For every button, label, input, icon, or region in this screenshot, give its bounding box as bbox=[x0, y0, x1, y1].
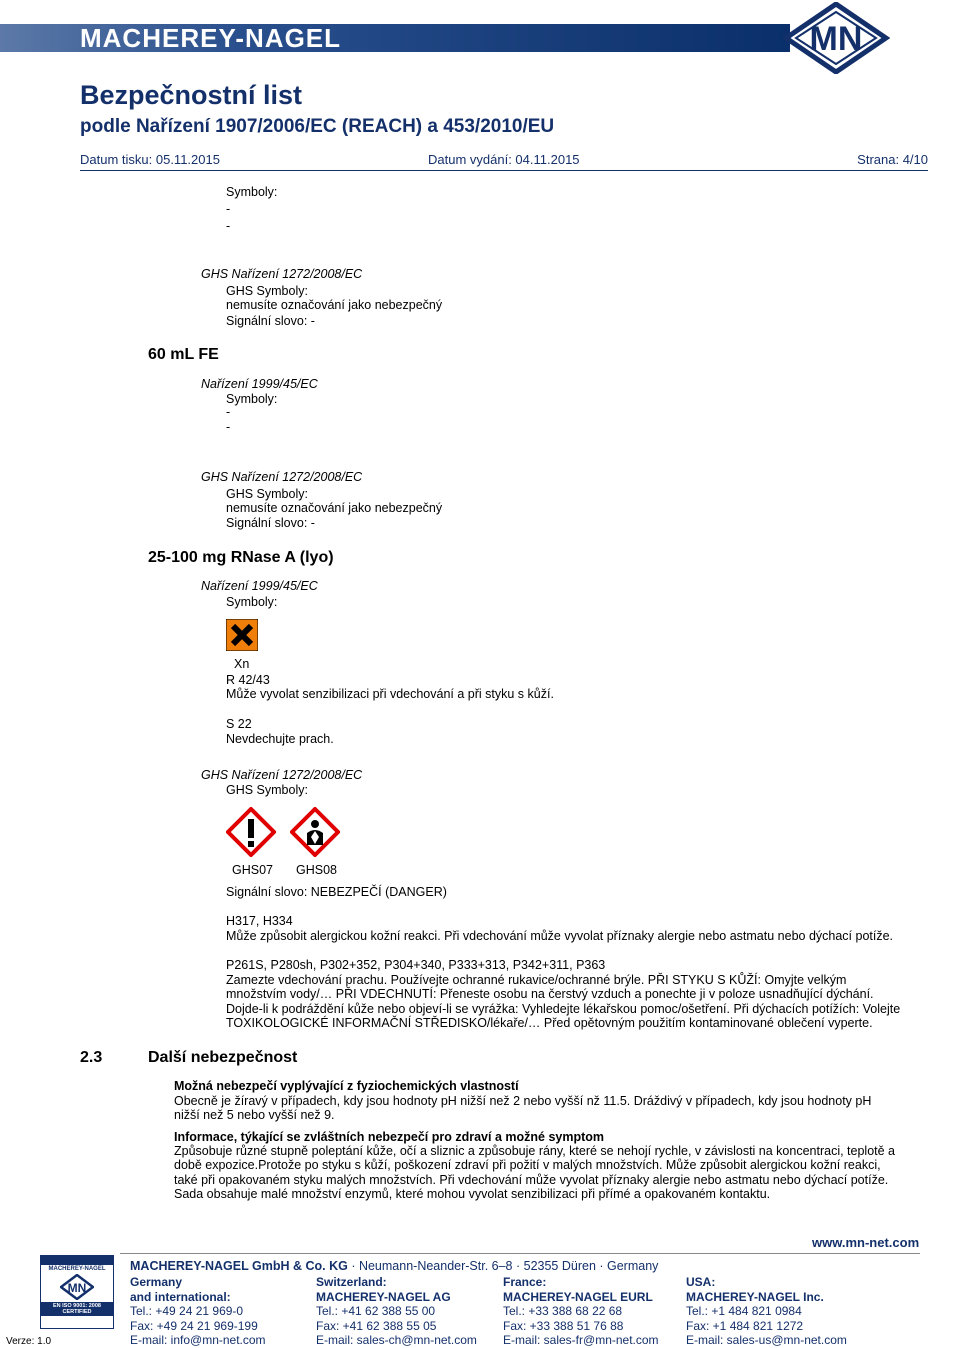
page-number: Strana: 4/10 bbox=[857, 152, 928, 167]
footer-col-subheading: MACHEREY-NAGEL EURL bbox=[503, 1289, 653, 1304]
ghs-regulation: GHS Nařízení 1272/2008/EC bbox=[201, 470, 363, 484]
signal-word: Signální slovo: - bbox=[226, 314, 315, 328]
p-statements-line: množstvím vody/… PŘI VDECHNUTÍ: Přeneste osobu na čerstvý vzduch a ponechte ji v poloze usnadňující dýchání. bbox=[226, 987, 874, 1001]
cert-status: CERTIFIED bbox=[62, 1309, 92, 1315]
footer-col-heading: France: bbox=[503, 1275, 547, 1289]
iso-certificate-badge bbox=[40, 1255, 114, 1329]
s-phrase-text: Nevdechujte prach. bbox=[226, 732, 334, 746]
footer-fax: Fax: +33 388 51 76 88 bbox=[503, 1318, 624, 1333]
footer-fax: Fax: +49 24 21 969-199 bbox=[130, 1318, 258, 1333]
date-bar bbox=[80, 152, 928, 171]
footer-col-subheading: MACHEREY-NAGEL AG bbox=[316, 1289, 451, 1304]
xn-harmful-icon bbox=[226, 619, 258, 651]
dash: - bbox=[226, 219, 231, 233]
section-title: Další nebezpečnost bbox=[148, 1049, 298, 1066]
h-statements: Může způsobit alergickou kožní reakci. Při vdechování může vyvolat příznaky alergie nebo astmatu nebo dýchací potíže. bbox=[226, 929, 894, 943]
paragraph-line: Způsobuje různé stupně poleptání kůže, očí a sliznic a způsobuje rány, které se nehojí rychle, v závislosti na koncentraci, teplotě a bbox=[174, 1144, 896, 1158]
regulation: Nařízení 1999/45/EC bbox=[201, 579, 318, 593]
paragraph-line: Sada obsahuje malé množství enzymů, které mohou vyvolat senzibilizaci při přímé a opakovaném kontaktu. bbox=[174, 1187, 771, 1201]
dash: - bbox=[226, 405, 231, 419]
footer-tel: Tel.: +49 24 21 969-0 bbox=[130, 1304, 244, 1318]
ghs-regulation: GHS Nařízení 1272/2008/EC bbox=[201, 768, 363, 782]
s-phrase: S 22 bbox=[226, 717, 252, 731]
symbols-label: Symboly: bbox=[226, 392, 278, 406]
subsection-heading: Informace, týkající se zvláštních nebezpečí pro zdraví a možné symptom bbox=[174, 1130, 605, 1144]
cert-standard: EN ISO 9001: 2008 bbox=[52, 1303, 101, 1309]
section-number: 2.3 bbox=[80, 1049, 103, 1066]
ghs-regulation: GHS Nařízení 1272/2008/EC bbox=[201, 267, 363, 281]
document-subtitle: podle Nařízení 1907/2006/EC (REACH) a 453/2010/EU bbox=[80, 116, 555, 137]
p-statements-line: Zamezte vdechování prachu. Používejte ochranné rukavice/ochranné brýle. PŘI STYKU S KŮŽÍ: Omyjte velkým bbox=[226, 973, 847, 987]
footer-company: MACHEREY-NAGEL GmbH & Co. KG bbox=[130, 1259, 348, 1273]
paragraph-line: také při opakovaném styku malých množstvích. Při vdechování může vyvolat příznaky alergie nebo astmatu nebo dýchací potíže. bbox=[174, 1173, 889, 1187]
ghs-symbols-label: GHS Symboly: bbox=[226, 487, 308, 501]
ghs07-label: GHS07 bbox=[232, 863, 273, 877]
footer-col-usa bbox=[686, 1275, 847, 1348]
paragraph-line: době expozice.Protože po styku s kůží, poškození zdraví při požití v malých množstvích. Může způsobit alergickou kožní reakci, bbox=[174, 1158, 881, 1172]
footer-company-line bbox=[130, 1259, 658, 1273]
product-heading: 25-100 mg RNase A (lyo) bbox=[148, 549, 334, 566]
ghs07-exclamation-icon bbox=[226, 807, 276, 857]
regulation: Nařízení 1999/45/EC bbox=[201, 377, 318, 391]
subsection-heading: Možná nebezpečí vyplývající z fyziochemických vlastností bbox=[174, 1079, 519, 1093]
h-codes: H317, H334 bbox=[226, 914, 293, 928]
footer-tel: Tel.: +33 388 68 22 68 bbox=[503, 1304, 623, 1318]
symbols-label: Symboly: bbox=[226, 185, 278, 199]
ghs08-health-hazard-icon bbox=[290, 807, 340, 857]
ghs-symbols-label: GHS Symboly: bbox=[226, 783, 308, 797]
footer-email[interactable]: E-mail: info@mn-net.com bbox=[130, 1333, 266, 1347]
p-statements-line: Dojde-li k podráždění kůže nebo objeví-li se vyrážka: Vyhledejte lékařskou pomoc/ošetření. Při dýchacích potížích: Volejte bbox=[226, 1002, 901, 1016]
svg-text:MN: MN bbox=[67, 1281, 87, 1295]
not-hazardous-text: nemusíte označování jako nebezpečný bbox=[226, 298, 443, 312]
product-heading: 60 mL FE bbox=[148, 346, 219, 363]
r-phrase: R 42/43 bbox=[226, 673, 270, 687]
xn-label: Xn bbox=[234, 657, 250, 671]
mn-logo bbox=[782, 2, 890, 74]
footer-tel: Tel.: +41 62 388 55 00 bbox=[316, 1304, 436, 1318]
footer-fax: Fax: +1 484 821 1272 bbox=[686, 1318, 804, 1333]
footer-email[interactable]: E-mail: sales-fr@mn-net.com bbox=[503, 1333, 659, 1347]
dash: - bbox=[226, 420, 231, 434]
footer-col-heading: Germany bbox=[130, 1275, 183, 1289]
p-codes: P261S, P280sh, P302+352, P304+340, P333+313, P342+311, P363 bbox=[226, 958, 606, 972]
mn-logo-text: MN bbox=[809, 20, 863, 58]
ghs08-label: GHS08 bbox=[296, 863, 337, 877]
r-phrase-text: Může vyvolat senzibilizaci při vdechování a při styku s kůží. bbox=[226, 687, 554, 701]
version-label: Verze: 1.0 bbox=[6, 1336, 52, 1347]
footer-col-france bbox=[503, 1275, 659, 1348]
footer-address: · Neumann-Neander-Str. 6–8 · 52355 Düren · Germany bbox=[347, 1259, 659, 1273]
signal-word: Signální slovo: NEBEZPEČÍ (DANGER) bbox=[226, 885, 447, 899]
issue-date: Datum vydání: 04.11.2015 bbox=[428, 152, 580, 167]
not-hazardous-text: nemusíte označování jako nebezpečný bbox=[226, 501, 443, 515]
print-date: Datum tisku: 05.11.2015 bbox=[80, 152, 220, 167]
symbols-label: Symboly: bbox=[226, 595, 278, 609]
paragraph-line: Obecně je žíravý v případech, kdy jsou hodnoty pH nižší než 2 nebo vyšší nž 11.5. Dráždivý v případech, kdy jsou hodnoty pH bbox=[174, 1094, 872, 1108]
footer-tel: Tel.: +1 484 821 0984 bbox=[686, 1304, 802, 1318]
footer-fax: Fax: +41 62 388 55 05 bbox=[316, 1318, 437, 1333]
paragraph-line: nižší než 5 nebo vyšší než 9. bbox=[174, 1108, 335, 1122]
footer-email[interactable]: E-mail: sales-us@mn-net.com bbox=[686, 1333, 847, 1347]
p-statements-line: TOXIKOLOGICKÉ INFORMAČNÍ STŘEDISKO/lékaře/… Před opětovným použitím kontaminované oblečení vyperte. bbox=[226, 1016, 873, 1030]
ghs-symbols-label: GHS Symboly: bbox=[226, 284, 308, 298]
footer-col-heading: USA: bbox=[686, 1275, 716, 1289]
footer-divider bbox=[120, 1253, 920, 1254]
footer-col-germany bbox=[130, 1275, 266, 1348]
footer-col-switzerland bbox=[316, 1275, 477, 1348]
footer-col-subheading: MACHEREY-NAGEL Inc. bbox=[686, 1289, 824, 1304]
document-title: Bezpečnostní list bbox=[80, 80, 303, 110]
signal-word: Signální slovo: - bbox=[226, 516, 315, 530]
cert-brand: MACHEREY-NAGEL bbox=[48, 1266, 106, 1272]
footer-col-heading: Switzerland: bbox=[316, 1275, 387, 1289]
footer-email[interactable]: E-mail: sales-ch@mn-net.com bbox=[316, 1333, 477, 1347]
brand-name: MACHEREY-NAGEL bbox=[80, 23, 342, 53]
footer-col-subheading: and international: bbox=[130, 1289, 231, 1304]
dash: - bbox=[226, 202, 231, 216]
mn-small-logo-icon bbox=[60, 1274, 94, 1300]
footer-website[interactable]: www.mn-net.com bbox=[812, 1235, 920, 1250]
